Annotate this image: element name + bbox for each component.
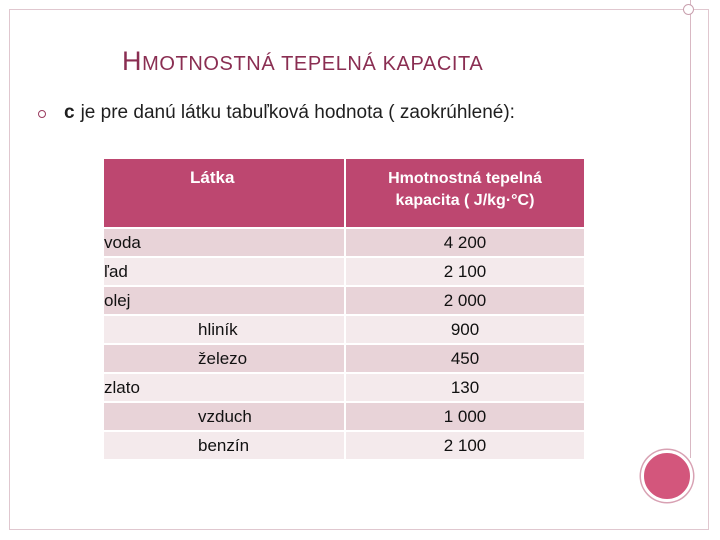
- bullet-item: [38, 102, 515, 124]
- cell-substance: benzín: [104, 432, 346, 461]
- cell-substance: železo: [104, 345, 346, 374]
- table-row: [104, 229, 584, 258]
- header-capacity: [346, 159, 584, 229]
- cell-value: 2 100: [346, 432, 584, 461]
- header-capacity-line1: Hmotnostná tepelná: [388, 170, 542, 187]
- specific-heat-table: [104, 159, 584, 461]
- cell-substance: hliník: [104, 316, 346, 345]
- table-row: [104, 374, 584, 403]
- cell-value: 2 000: [346, 287, 584, 316]
- bullet-text: je pre danú látku tabuľková hodnota ( zaokrúhlené):: [80, 102, 515, 123]
- cell-substance: voda: [104, 229, 346, 258]
- slide-title: [122, 46, 483, 77]
- cell-value: 900: [346, 316, 584, 345]
- table-row: [104, 345, 584, 374]
- table-row: [104, 316, 584, 345]
- header-capacity-line2: kapacita ( J/kg·°C): [395, 192, 535, 209]
- decorative-ring-icon: [683, 4, 694, 15]
- cell-value: 4 200: [346, 229, 584, 258]
- title-rest: MOTNOSTNÁ TEPELNÁ KAPACITA: [142, 53, 484, 75]
- header-substance: Látka: [104, 159, 346, 229]
- cell-substance: olej: [104, 287, 346, 316]
- cell-substance: zlato: [104, 374, 346, 403]
- decorative-line: [690, 0, 691, 458]
- table-row: [104, 258, 584, 287]
- cell-value: 130: [346, 374, 584, 403]
- table-row: [104, 287, 584, 316]
- bullet-symbol: c: [64, 102, 75, 123]
- cell-value: 450: [346, 345, 584, 374]
- cell-substance: vzduch: [104, 403, 346, 432]
- bullet-circle-icon: [38, 110, 46, 118]
- decorative-circle-icon: [641, 450, 693, 502]
- table-row: [104, 432, 584, 461]
- cell-value: 1 000: [346, 403, 584, 432]
- table-row: [104, 403, 584, 432]
- cell-substance: ľad: [104, 258, 346, 287]
- table-header-row: [104, 159, 584, 229]
- cell-value: 2 100: [346, 258, 584, 287]
- title-initial: H: [122, 46, 143, 76]
